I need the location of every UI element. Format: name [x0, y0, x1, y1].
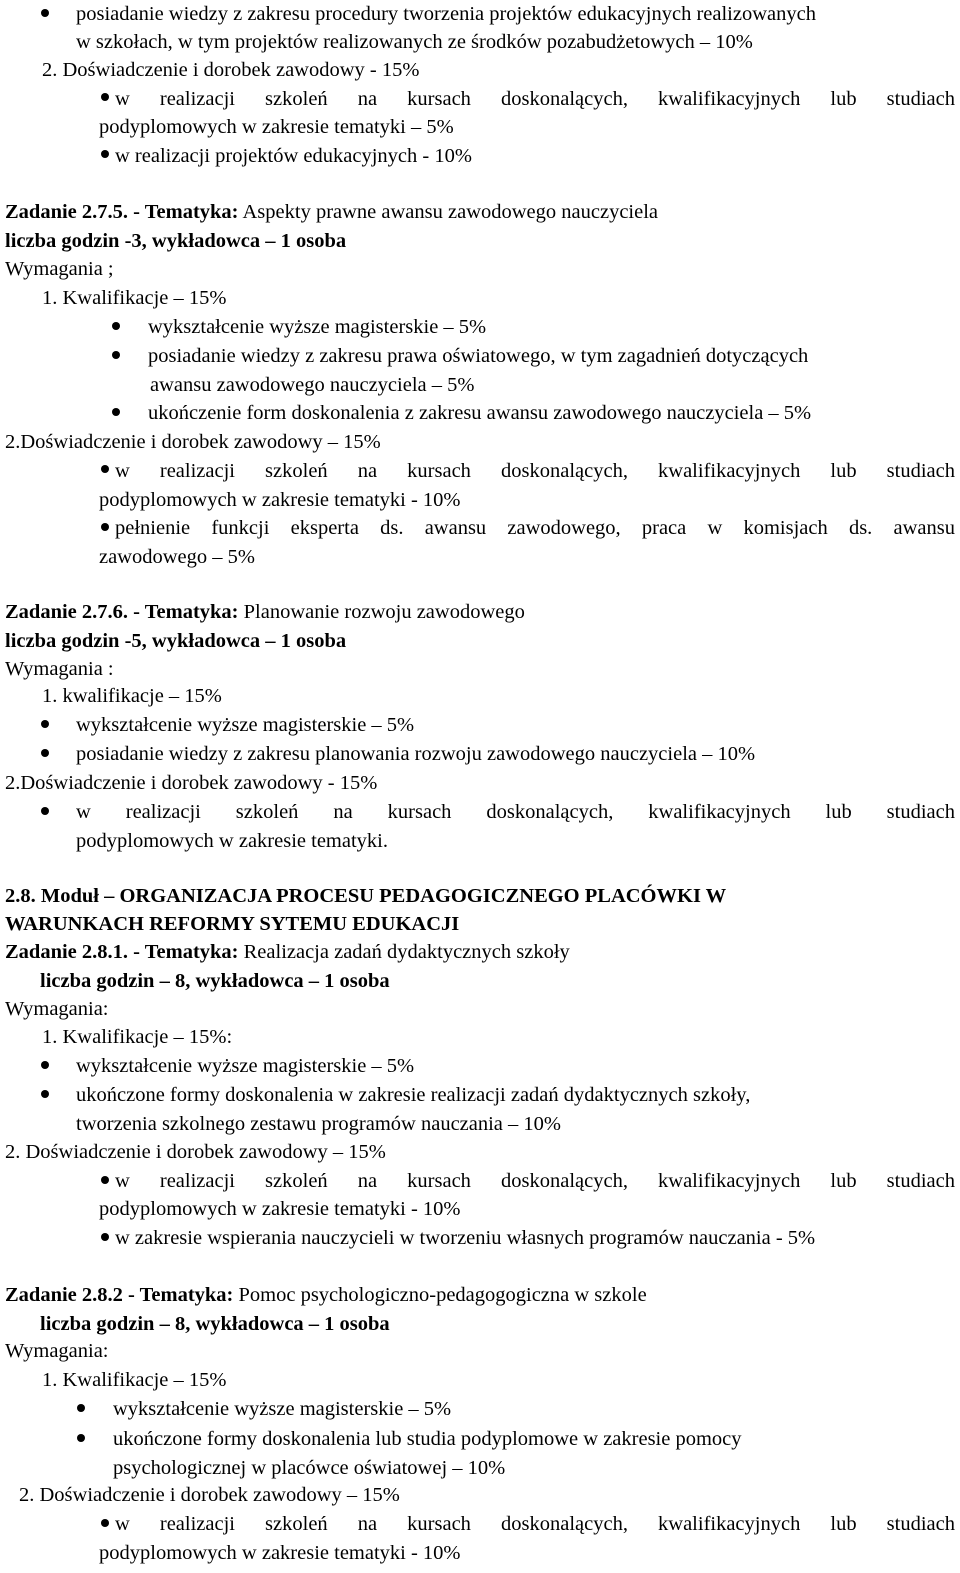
- list-item-continuation: podyplomowych w zakresie tematyki.: [76, 830, 388, 852]
- task-title: [5, 602, 525, 623]
- task-title-label: Zadanie 2.8.1. - Tematyka:: [5, 941, 239, 963]
- list-item: posiadanie wiedzy z zakresu planowania rozwoju zawodowego nauczyciela – 10%: [76, 743, 756, 765]
- bullet-icon: [41, 749, 49, 757]
- numbered-heading: 1. Kwalifikacje – 15%: [42, 287, 227, 309]
- list-item: w realizacji projektów edukacyjnych - 10%: [115, 145, 472, 167]
- bullet-icon: [41, 9, 49, 17]
- numbered-heading: 2.Doświadczenie i dorobek zawodowy – 15%: [5, 431, 381, 453]
- list-item-continuation: zawodowego – 5%: [99, 546, 255, 568]
- list-item: posiadanie wiedzy z zakresu prawa oświatowego, w tym zagadnień dotyczących: [148, 345, 809, 367]
- numbered-heading: 2.Doświadczenie i dorobek zawodowy - 15%: [5, 772, 378, 794]
- list-item-continuation: podyplomowych w zakresie tematyki - 10%: [99, 489, 461, 511]
- numbered-heading: 1. kwalifikacje – 15%: [42, 685, 222, 707]
- task-title-label: Zadanie 2.8.2 - Tematyka:: [5, 1284, 234, 1306]
- bullet-icon: [112, 322, 120, 330]
- bullet-icon: [101, 465, 109, 473]
- list-item: wykształcenie wyższe magisterskie – 5%: [76, 714, 415, 736]
- list-item: ukończone formy doskonalenia lub studia podyplomowe w zakresie pomocy: [113, 1428, 742, 1450]
- bullet-icon: [101, 93, 109, 101]
- requirements-label: Wymagania:: [5, 998, 109, 1020]
- list-item: w realizacji szkoleń na kursach doskonalących, kwalifikacyjnych lub studiach: [115, 460, 955, 482]
- list-item: ukończone formy doskonalenia w zakresie realizacji zadań dydaktycznych szkoły,: [76, 1084, 751, 1106]
- list-item: w realizacji szkoleń na kursach doskonalących, kwalifikacyjnych lub studiach: [115, 1513, 955, 1535]
- list-item-continuation: podyplomowych w zakresie tematyki - 10%: [99, 1542, 461, 1564]
- requirements-label: Wymagania :: [5, 658, 114, 680]
- bullet-icon: [101, 1233, 109, 1241]
- bullet-icon: [112, 408, 120, 416]
- list-item: posiadanie wiedzy z zakresu procedury tworzenia projektów edukacyjnych realizowanych: [76, 3, 816, 25]
- list-item-continuation: tworzenia szkolnego zestawu programów nauczania – 10%: [76, 1113, 561, 1135]
- list-item: pełnienie funkcji eksperta ds. awansu zawodowego, praca w komisjach ds. awansu: [115, 517, 955, 539]
- task-hours: liczba godzin – 8, wykładowca – 1 osoba: [40, 970, 390, 992]
- bullet-icon: [101, 523, 109, 531]
- list-item-continuation: w szkołach, w tym projektów realizowanych ze środków pozabudżetowych – 10%: [76, 31, 753, 53]
- numbered-heading: 2. Doświadczenie i dorobek zawodowy – 15%: [5, 1141, 386, 1163]
- list-item: w realizacji szkoleń na kursach doskonalących, kwalifikacyjnych lub studiach: [76, 801, 955, 823]
- task-title-topic: Pomoc psychologiczno-pedagogogiczna w szkole: [233, 1284, 647, 1306]
- list-item: w zakresie wspierania nauczycieli w tworzeniu własnych programów nauczania - 5%: [115, 1227, 816, 1249]
- list-item: ukończenie form doskonalenia z zakresu awansu zawodowego nauczyciela – 5%: [148, 402, 812, 424]
- list-item-continuation: podyplomowych w zakresie tematyki - 10%: [99, 1198, 461, 1220]
- task-title-topic: Realizacja zadań dydaktycznych szkoły: [238, 941, 570, 963]
- list-item: w realizacji szkoleń na kursach doskonalących, kwalifikacyjnych lub studiach: [115, 1170, 955, 1192]
- numbered-heading: 2. Doświadczenie i dorobek zawodowy – 15%: [19, 1484, 400, 1506]
- requirements-label: Wymagania:: [5, 1340, 109, 1362]
- task-title-label: Zadanie 2.7.5. - Tematyka:: [5, 201, 239, 223]
- task-hours: liczba godzin -3, wykładowca – 1 osoba: [5, 230, 347, 252]
- bullet-icon: [77, 1434, 85, 1442]
- bullet-icon: [101, 150, 109, 158]
- bullet-icon: [41, 1090, 49, 1098]
- bullet-icon: [101, 1519, 109, 1527]
- task-title-topic: Aspekty prawne awansu zawodowego nauczyciela: [238, 201, 659, 223]
- bullet-icon: [41, 1061, 49, 1069]
- task-hours: liczba godzin -5, wykładowca – 1 osoba: [5, 630, 347, 652]
- list-item: wykształcenie wyższe magisterskie – 5%: [148, 316, 487, 338]
- bullet-icon: [77, 1404, 85, 1412]
- task-title: [5, 202, 658, 223]
- numbered-heading: 2. Doświadczenie i dorobek zawodowy - 15%: [42, 59, 420, 81]
- list-item: wykształcenie wyższe magisterskie – 5%: [113, 1398, 452, 1420]
- list-item-continuation: podyplomowych w zakresie tematyki – 5%: [99, 116, 454, 138]
- task-title: [5, 942, 570, 963]
- numbered-heading: 1. Kwalifikacje – 15%:: [42, 1026, 233, 1048]
- requirements-label: Wymagania ;: [5, 258, 114, 280]
- module-heading-continuation: WARUNKACH REFORMY SYTEMU EDUKACJI: [5, 913, 460, 935]
- task-title-label: Zadanie 2.7.6. - Tematyka:: [5, 601, 239, 623]
- bullet-icon: [41, 720, 49, 728]
- task-title: [5, 1285, 647, 1306]
- module-heading: 2.8. Moduł – ORGANIZACJA PROCESU PEDAGOGICZNEGO PLACÓWKI W: [5, 885, 727, 907]
- task-hours: liczba godzin – 8, wykładowca – 1 osoba: [40, 1313, 390, 1335]
- task-title-topic: Planowanie rozwoju zawodowego: [238, 601, 525, 623]
- list-item-continuation: awansu zawodowego nauczyciela – 5%: [150, 374, 475, 396]
- bullet-icon: [101, 1176, 109, 1184]
- list-item: wykształcenie wyższe magisterskie – 5%: [76, 1055, 415, 1077]
- bullet-icon: [41, 807, 49, 815]
- list-item-continuation: psychologicznej w placówce oświatowej – 10%: [113, 1457, 506, 1479]
- bullet-icon: [112, 351, 120, 359]
- numbered-heading: 1. Kwalifikacje – 15%: [42, 1369, 227, 1391]
- list-item: w realizacji szkoleń na kursach doskonalących, kwalifikacyjnych lub studiach: [115, 88, 955, 110]
